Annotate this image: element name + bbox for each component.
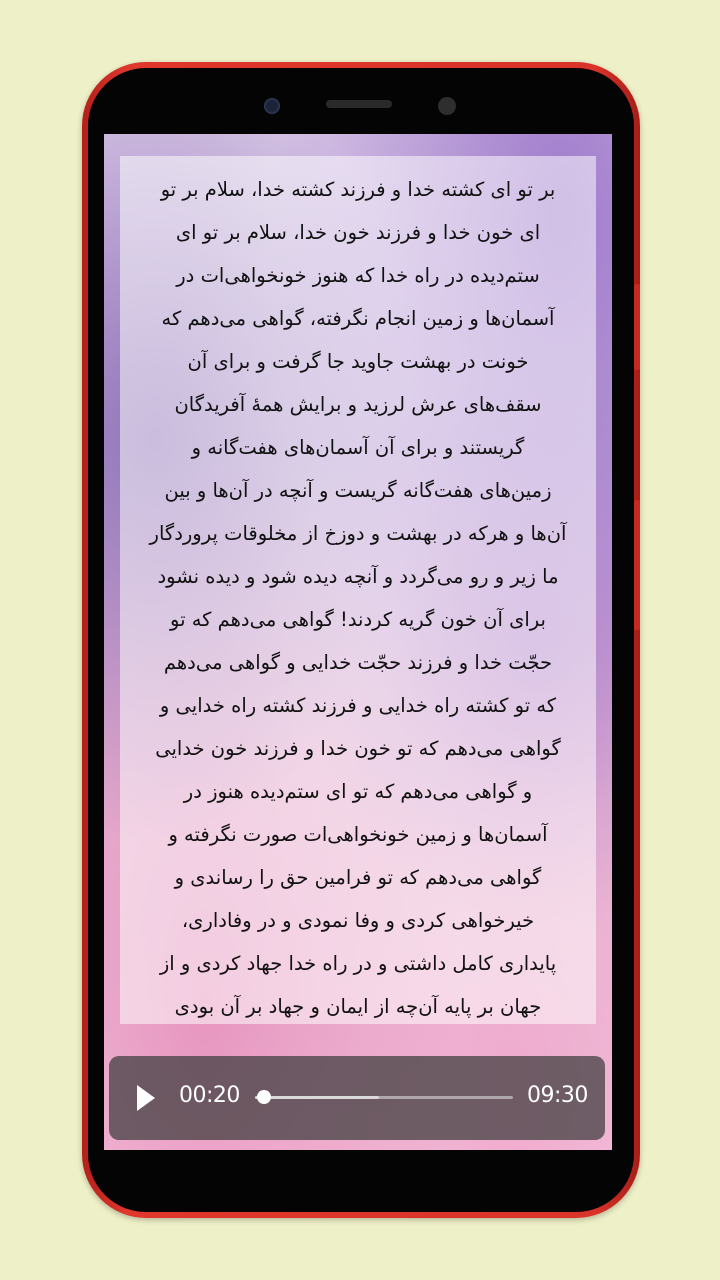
prayer-line: جهان بر پایه آن‌چه از ایمان و جهاد بر آن بودی [174, 995, 542, 1018]
prayer-line: و گواهی می‌دهم که تو ای ستم‌دیده هنوز در [183, 780, 533, 803]
audio-player [109, 1056, 605, 1140]
prayer-line: سقف‌های عرش لرزید و برایش همهٔ آفریدگان [174, 393, 542, 416]
phone-side-button-top [634, 284, 640, 370]
prayer-line: گواهی می‌دهم که تو خون خدا و فرزند خون خدایی [155, 737, 561, 760]
prayer-line: آسمان‌ها و زمین خونخواهی‌ات صورت نگرفته و [168, 823, 548, 846]
seek-buffer [255, 1096, 379, 1099]
total-time: 09:30 [527, 1083, 588, 1108]
seek-thumb[interactable] [257, 1090, 271, 1104]
prayer-line: زمین‌های هفت‌گانه گریست و آنچه در آن‌ها و بین [164, 479, 552, 502]
prayer-line: ما زیر و رو می‌گردد و آنچه دیده شود و دیده نشود [157, 565, 559, 588]
prayer-line: بر تو ای کشته خدا و فرزند کشته خدا، سلام بر تو [160, 178, 556, 201]
prayer-line: حجّت خدا و فرزند حجّت خدایی و گواهی می‌دهم [163, 651, 553, 674]
app-screen [104, 134, 612, 1150]
prayer-line: آسمان‌ها و زمین انجام نگرفته، گواهی می‌دهم که [161, 307, 555, 330]
prayer-line: گریستند و برای آن آسمان‌های هفت‌گانه و [191, 436, 525, 459]
prayer-line: که تو کشته راه خدایی و فرزند کشته راه خدایی و [159, 694, 557, 717]
prayer-line: برای آن خون گریه کردند! گواهی می‌دهم که تو [170, 608, 546, 631]
prayer-line: خونت در بهشت جاوید جا گرفت و برای آن [187, 350, 529, 373]
earpiece-speaker [326, 100, 392, 108]
prayer-line: گواهی می‌دهم که تو فرامین حق را رساندی و [174, 866, 542, 889]
front-camera-icon [264, 98, 280, 114]
prayer-line: ستم‌دیده در راه خدا که هنوز خونخواهی‌ات در [176, 264, 540, 287]
proximity-sensor-icon [438, 97, 456, 115]
current-time: 00:20 [179, 1083, 240, 1108]
prayer-text-panel[interactable] [120, 156, 596, 1024]
prayer-line: پایداری کامل داشتی و در راه خدا جهاد کردی و از [159, 952, 557, 975]
prayer-line: ای خون خدا و فرزند خون خدا، سلام بر تو ای [175, 221, 541, 244]
play-icon[interactable] [137, 1085, 155, 1111]
prayer-text [120, 156, 596, 1028]
seek-bar[interactable] [255, 1096, 513, 1099]
prayer-line: آن‌ها و هرکه در بهشت و دوزخ از مخلوقات پروردگار [149, 522, 567, 545]
phone-side-button-bottom [634, 500, 640, 630]
prayer-line: خیرخواهی کردی و وفا نمودی و در وفاداری، [181, 909, 535, 932]
